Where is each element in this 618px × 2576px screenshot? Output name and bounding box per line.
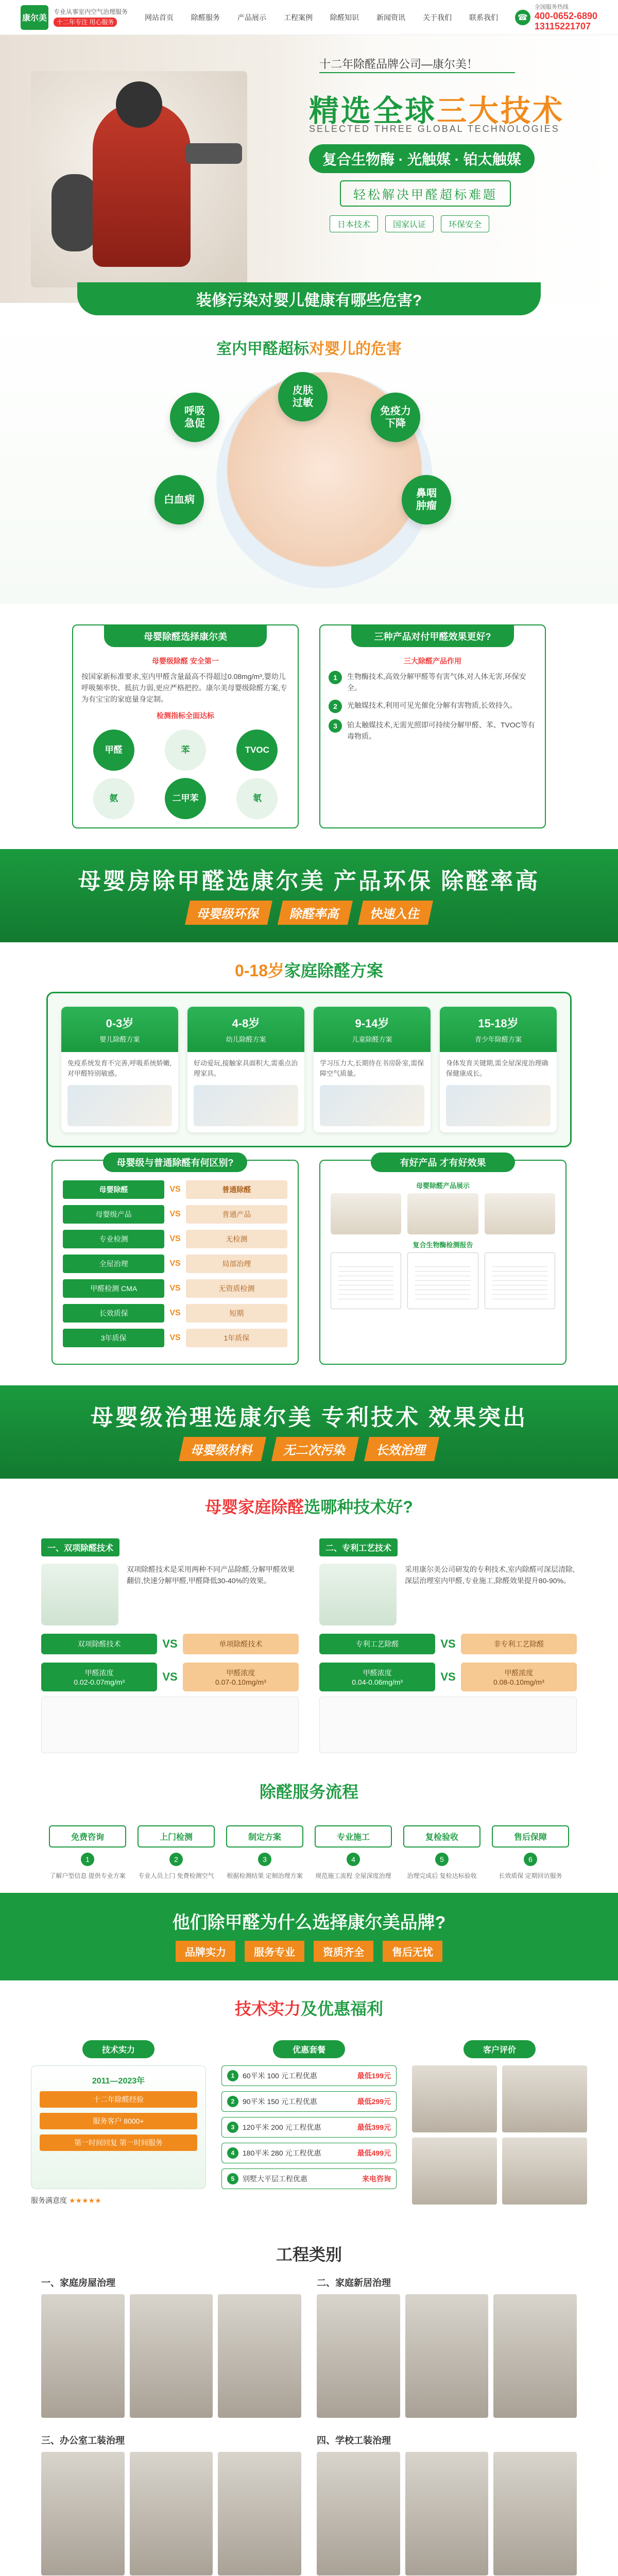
tech-col-2: 二、专利工艺技术 采用康尔美公司研发的专利技术,室内除醛可深层清除,深层治理室内甲醛,专业施工,除醛效果提升80-90%。 专利工艺除醛 VS 非专利工艺除醛 甲醛浓度 0.04-0.06mg/m³ VS 甲醛浓度 0.08-0.10mg/m³ (319, 1538, 577, 1753)
logo-tag: 十二年专注 用心服务 (54, 18, 117, 27)
package-item[interactable]: 2 90平米 150 元工程优惠 最低299元 (221, 2091, 397, 2112)
hero-badge: 环保安全 (441, 215, 489, 232)
list-item: 1 生物酶技术,高效分解甲醛等有害气体,对人体无害,环保安全。 (329, 671, 537, 693)
report-image (485, 1252, 555, 1309)
review-photo (502, 2138, 587, 2205)
tech-title: 母婴家庭除醛选哪种技术好? (205, 1498, 413, 1516)
tech-chart-image (319, 1697, 577, 1753)
why-band (0, 1893, 618, 1980)
tech-section (0, 1479, 618, 1764)
promo-tag: 除醛率高 (278, 901, 353, 925)
tech-col-1: 一、双项除醛技术 双项除醛技术是采用两种不同产品除醛,分解甲醛效果翻倍,快速分解甲醛,甲醛降低30-40%的效果。 双项除醛技术 VS 单项除醛技术 甲醛浓度 0.02-0.07mg/m³ VS 甲醛浓度 0.07-0.10mg/m³ (41, 1538, 299, 1753)
strength-col: 技术实力 2011—2023年 十二年除醛经验 服务客户 8000+ 第一时间回复 第一时间服务 服务满意度 ★★★★★ (31, 2040, 206, 2206)
hero-banner (0, 35, 618, 303)
why-tag: 服务专业 (245, 1941, 304, 1962)
review-photo (502, 2065, 587, 2132)
harm-bubble: 鼻咽 肿瘤 (402, 475, 451, 524)
promo-band-1 (0, 849, 618, 942)
pollutant-circle: 氨 (93, 778, 134, 819)
products-title: 有好产品 才有好效果 (371, 1153, 515, 1172)
promo-tag: 母婴级材料 (179, 1437, 266, 1461)
nav-cases[interactable]: 工程案例 (283, 13, 313, 22)
hero-badges (330, 215, 489, 232)
hero-tech-pill: 复合生物酶 · 光触媒 · 铂太触媒 (309, 144, 535, 173)
cases-title: 工程类别 (276, 2245, 342, 2264)
compare-row: 全屋治理 VS 局部治理 (63, 1255, 287, 1273)
phone-number-2: 13115221707 (534, 21, 591, 31)
compare-row: 3年质保 VS 1年质保 (63, 1329, 287, 1347)
promo-tag: 快速入住 (358, 901, 433, 925)
pollutant-circle: 苯 (165, 730, 206, 771)
case-block[interactable]: 三、办公室工装治理 (41, 2433, 301, 2575)
plan-card[interactable]: 4-8岁 幼儿除醛方案 好动爱玩,接触家具面积大,需重点治理家具。 (187, 1007, 304, 1132)
strength-title: 技术实力及优惠福利 (234, 1999, 384, 2018)
package-item[interactable]: 1 60平米 100 元工程优惠 最低199元 (221, 2065, 397, 2086)
compare-title: 母婴级与普通除醛有何区别? (103, 1153, 247, 1172)
card-label: 三大除醛产品作用 (404, 657, 461, 665)
package-item[interactable]: 5 别墅大平层工程优惠 来电咨询 (221, 2168, 397, 2189)
hero-badge: 国家认证 (385, 215, 434, 232)
hero-worker-image (31, 71, 247, 287)
plans-title: 0-18岁家庭除醛方案 (234, 961, 384, 980)
harm-bubble: 免疫力 下降 (371, 393, 420, 442)
card-text: 按国家新标准要求,室内甲醛含量最高不得超过0.08mg/m³,婴幼儿呼吸频率快、抵抗力弱,更应严格把控。康尔美母婴级除醛方案,专为有宝宝的家庭量身定制。 (81, 672, 287, 703)
package-item[interactable]: 4 180平米 280 元工程优惠 最低499元 (221, 2143, 397, 2163)
product-image (485, 1193, 555, 1234)
flow-step: 上门检测 2 专业人员上门 免费检测空气 (138, 1825, 215, 1880)
card-title: 三种产品对付甲醛效果更好? (351, 625, 514, 647)
flow-title: 除醛服务流程 (259, 1783, 358, 1801)
pollutant-circle: 甲醛 (93, 730, 134, 771)
flow-section (0, 1764, 618, 1893)
compare-row: 长效质保 VS 短期 (63, 1304, 287, 1323)
products-caption: 母婴除醛产品展示 (416, 1182, 470, 1190)
strength-section (0, 1980, 618, 2226)
review-photo (412, 2138, 497, 2205)
choose-section (0, 604, 618, 849)
plan-card[interactable]: 9-14岁 儿童除醛方案 学习压力大,长期待在书房卧室,需保障空气质量。 (314, 1007, 431, 1132)
flow-step: 制定方案 3 根据检测结果 定制治理方案 (226, 1825, 303, 1880)
case-block[interactable]: 一、家庭房屋治理 (41, 2276, 301, 2418)
hero-slogan: 十二年除醛品牌公司—康尔美！ (319, 58, 478, 71)
tech-col-title: 二、专利工艺技术 (319, 1538, 398, 1556)
why-tag: 售后无忧 (383, 1941, 442, 1962)
promo-band-title: 母婴房除甲醛选康尔美 产品环保 除醛率高 (78, 869, 540, 894)
promo-band-title: 母婴级治理选康尔美 专利技术 效果突出 (90, 1405, 528, 1430)
list-item: 2 光触媒技术,利用可见光催化分解有害物质,长效持久。 (329, 700, 537, 713)
tech-chart-image (41, 1697, 299, 1753)
promo-tag: 无二次污染 (271, 1437, 359, 1461)
rating-label: 服务满意度 (31, 2196, 67, 2205)
choose-left-card (72, 624, 299, 828)
nav-home[interactable]: 网站首页 (144, 13, 174, 22)
nav-service[interactable]: 除醛服务 (191, 13, 220, 22)
nav-contact[interactable]: 联系我们 (469, 13, 498, 22)
compare-card: 母婴级与普通除醛有何区别? 母婴除醛 VS 普通除醛 母婴级产品 VS 普通产品 专业检测 VS 无检测 全屋治理 VS 局部治理 甲醛检测 CMA VS 无资质检测 长效质保 VS 短期 3年质保 VS 1年质保 (52, 1160, 299, 1365)
report-caption: 复合生物酶检测报告 (413, 1241, 473, 1249)
pollutant-circle: 氡 (236, 778, 278, 819)
flow-step: 复检验收 5 治理完成后 复检达标验收 (403, 1825, 480, 1880)
flow-step: 售后保障 6 长效质保 定期回访服务 (492, 1825, 569, 1880)
tech-image (319, 1564, 397, 1625)
site-logo[interactable] (21, 5, 128, 30)
card-sublabel: 检测指标全面达标 (157, 711, 214, 720)
site-header (0, 0, 618, 35)
nav-products[interactable]: 产品展示 (237, 13, 266, 22)
review-col: 客户评价 (412, 2040, 587, 2206)
promo-band-2 (0, 1385, 618, 1479)
list-item: 3 铂太触媒技术,无需光照即可持续分解甲醛、苯、TVOC等有毒物质。 (329, 719, 537, 742)
why-tag: 资质齐全 (314, 1941, 373, 1962)
hero-slogan-line (319, 72, 515, 73)
tech-image (41, 1564, 118, 1625)
plans-box (46, 992, 572, 1147)
compare-row: 专业检测 VS 无检测 (63, 1230, 287, 1248)
strength-years: 2011—2023年 (92, 2077, 145, 2086)
compare-row: 甲醛检测 CMA VS 无资质检测 (63, 1279, 287, 1298)
plan-card[interactable]: 0-3岁 婴儿除醛方案 免疫系统发育不完善,呼吸系统娇嫩,对甲醛特别敏感。 (61, 1007, 178, 1132)
nav-news[interactable]: 新闻资讯 (376, 13, 405, 22)
strength-stat: 服务客户 8000+ (40, 2113, 197, 2129)
harm-band: 装修污染对婴儿健康有哪些危害? (77, 282, 541, 315)
plan-card[interactable]: 15-18岁 青少年除醛方案 身体发育关键期,需全屋深度治理确保健康成长。 (440, 1007, 557, 1132)
harm-bubble: 白血病 (154, 475, 204, 524)
star-rating: ★★★★★ (68, 2196, 101, 2205)
promo-tag: 母婴级环保 (185, 901, 272, 925)
nav-about[interactable]: 关于我们 (422, 13, 452, 22)
case-block[interactable]: 二、家庭新居治理 (317, 2276, 577, 2418)
tech-text: 采用康尔美公司研发的专利技术,室内除醛可深层清除,深层治理室内甲醛,专业施工,除醛效果提升80-90%。 (405, 1565, 575, 1585)
main-nav (145, 12, 498, 23)
strength-stat: 十二年除醛经验 (40, 2091, 197, 2108)
hero-badge: 日本技术 (330, 215, 378, 232)
case-block[interactable]: 四、学校工装治理 (317, 2433, 577, 2575)
why-title: 他们除甲醛为什么选择康尔美品牌? (172, 1913, 446, 1933)
hero-solve-pill: 轻松解决甲醛超标难题 (340, 180, 511, 207)
logo-desc: 专业从事室内空气治理服务 (54, 8, 128, 15)
product-image (331, 1193, 401, 1234)
strength-stat: 第一时间回复 第一时间服务 (40, 2134, 197, 2151)
card-label: 母婴级除醛 安全第一 (152, 657, 219, 665)
tech-text: 双项除醛技术是采用两种不同产品除醛,分解甲醛效果翻倍,快速分解甲醛,甲醛降低30-40%的效果。 (127, 1565, 295, 1585)
report-image (407, 1252, 478, 1309)
hero-title: 精选全球三大技术 (309, 94, 565, 128)
phone-label: 全国服务热线 (534, 4, 569, 10)
plans-section (0, 942, 618, 1147)
choose-right-card (319, 624, 546, 828)
harm-bubble: 皮肤 过敏 (278, 372, 328, 421)
hero-subtitle: SELECTED THREE GLOBAL TECHNOLOGIES (309, 124, 560, 134)
pollutant-circle: TVOC (236, 730, 278, 771)
logo-name: 康尔美 (22, 14, 47, 23)
report-image (331, 1252, 401, 1309)
promo-tag: 长效治理 (364, 1437, 439, 1461)
products-card (319, 1160, 566, 1365)
flow-step: 免费咨询 1 了解户型信息 提供专业方案 (49, 1825, 126, 1880)
compare-row: 母婴级产品 VS 普通产品 (63, 1205, 287, 1224)
harm-bubble: 呼吸 急促 (170, 393, 219, 442)
cases-section (0, 2226, 618, 2576)
review-photo (412, 2065, 497, 2132)
product-image (407, 1193, 478, 1234)
tech-col-title: 一、双项除醛技术 (41, 1538, 119, 1556)
pollutant-circle: 二甲苯 (165, 778, 206, 819)
flow-step: 专业施工 4 规范施工流程 全屋深度治理 (315, 1825, 392, 1880)
phone-icon: ☎ (515, 10, 530, 25)
compare-section (0, 1147, 618, 1385)
harm-title: 室内甲醛超标对婴儿的危害 (216, 341, 402, 358)
phone-number-1: 400-0652-6890 (534, 10, 597, 21)
header-phone[interactable] (515, 4, 597, 31)
why-tag: 品牌实力 (176, 1941, 235, 1962)
harm-section (0, 315, 618, 604)
logo-badge (21, 5, 48, 30)
package-col: 优惠套餐 1 60平米 100 元工程优惠 最低199元 2 90平米 150 元工程优惠 最低299元 3 120平米 200 元工程优惠 最低399元 4 180平米 280 元工程优惠 最低499元 5 别墅大平层工程优惠 来电咨询 (221, 2040, 397, 2206)
nav-knowledge[interactable]: 除醛知识 (330, 13, 359, 22)
package-item[interactable]: 3 120平米 200 元工程优惠 最低399元 (221, 2117, 397, 2138)
card-title: 母婴除醛选择康尔美 (104, 625, 267, 647)
